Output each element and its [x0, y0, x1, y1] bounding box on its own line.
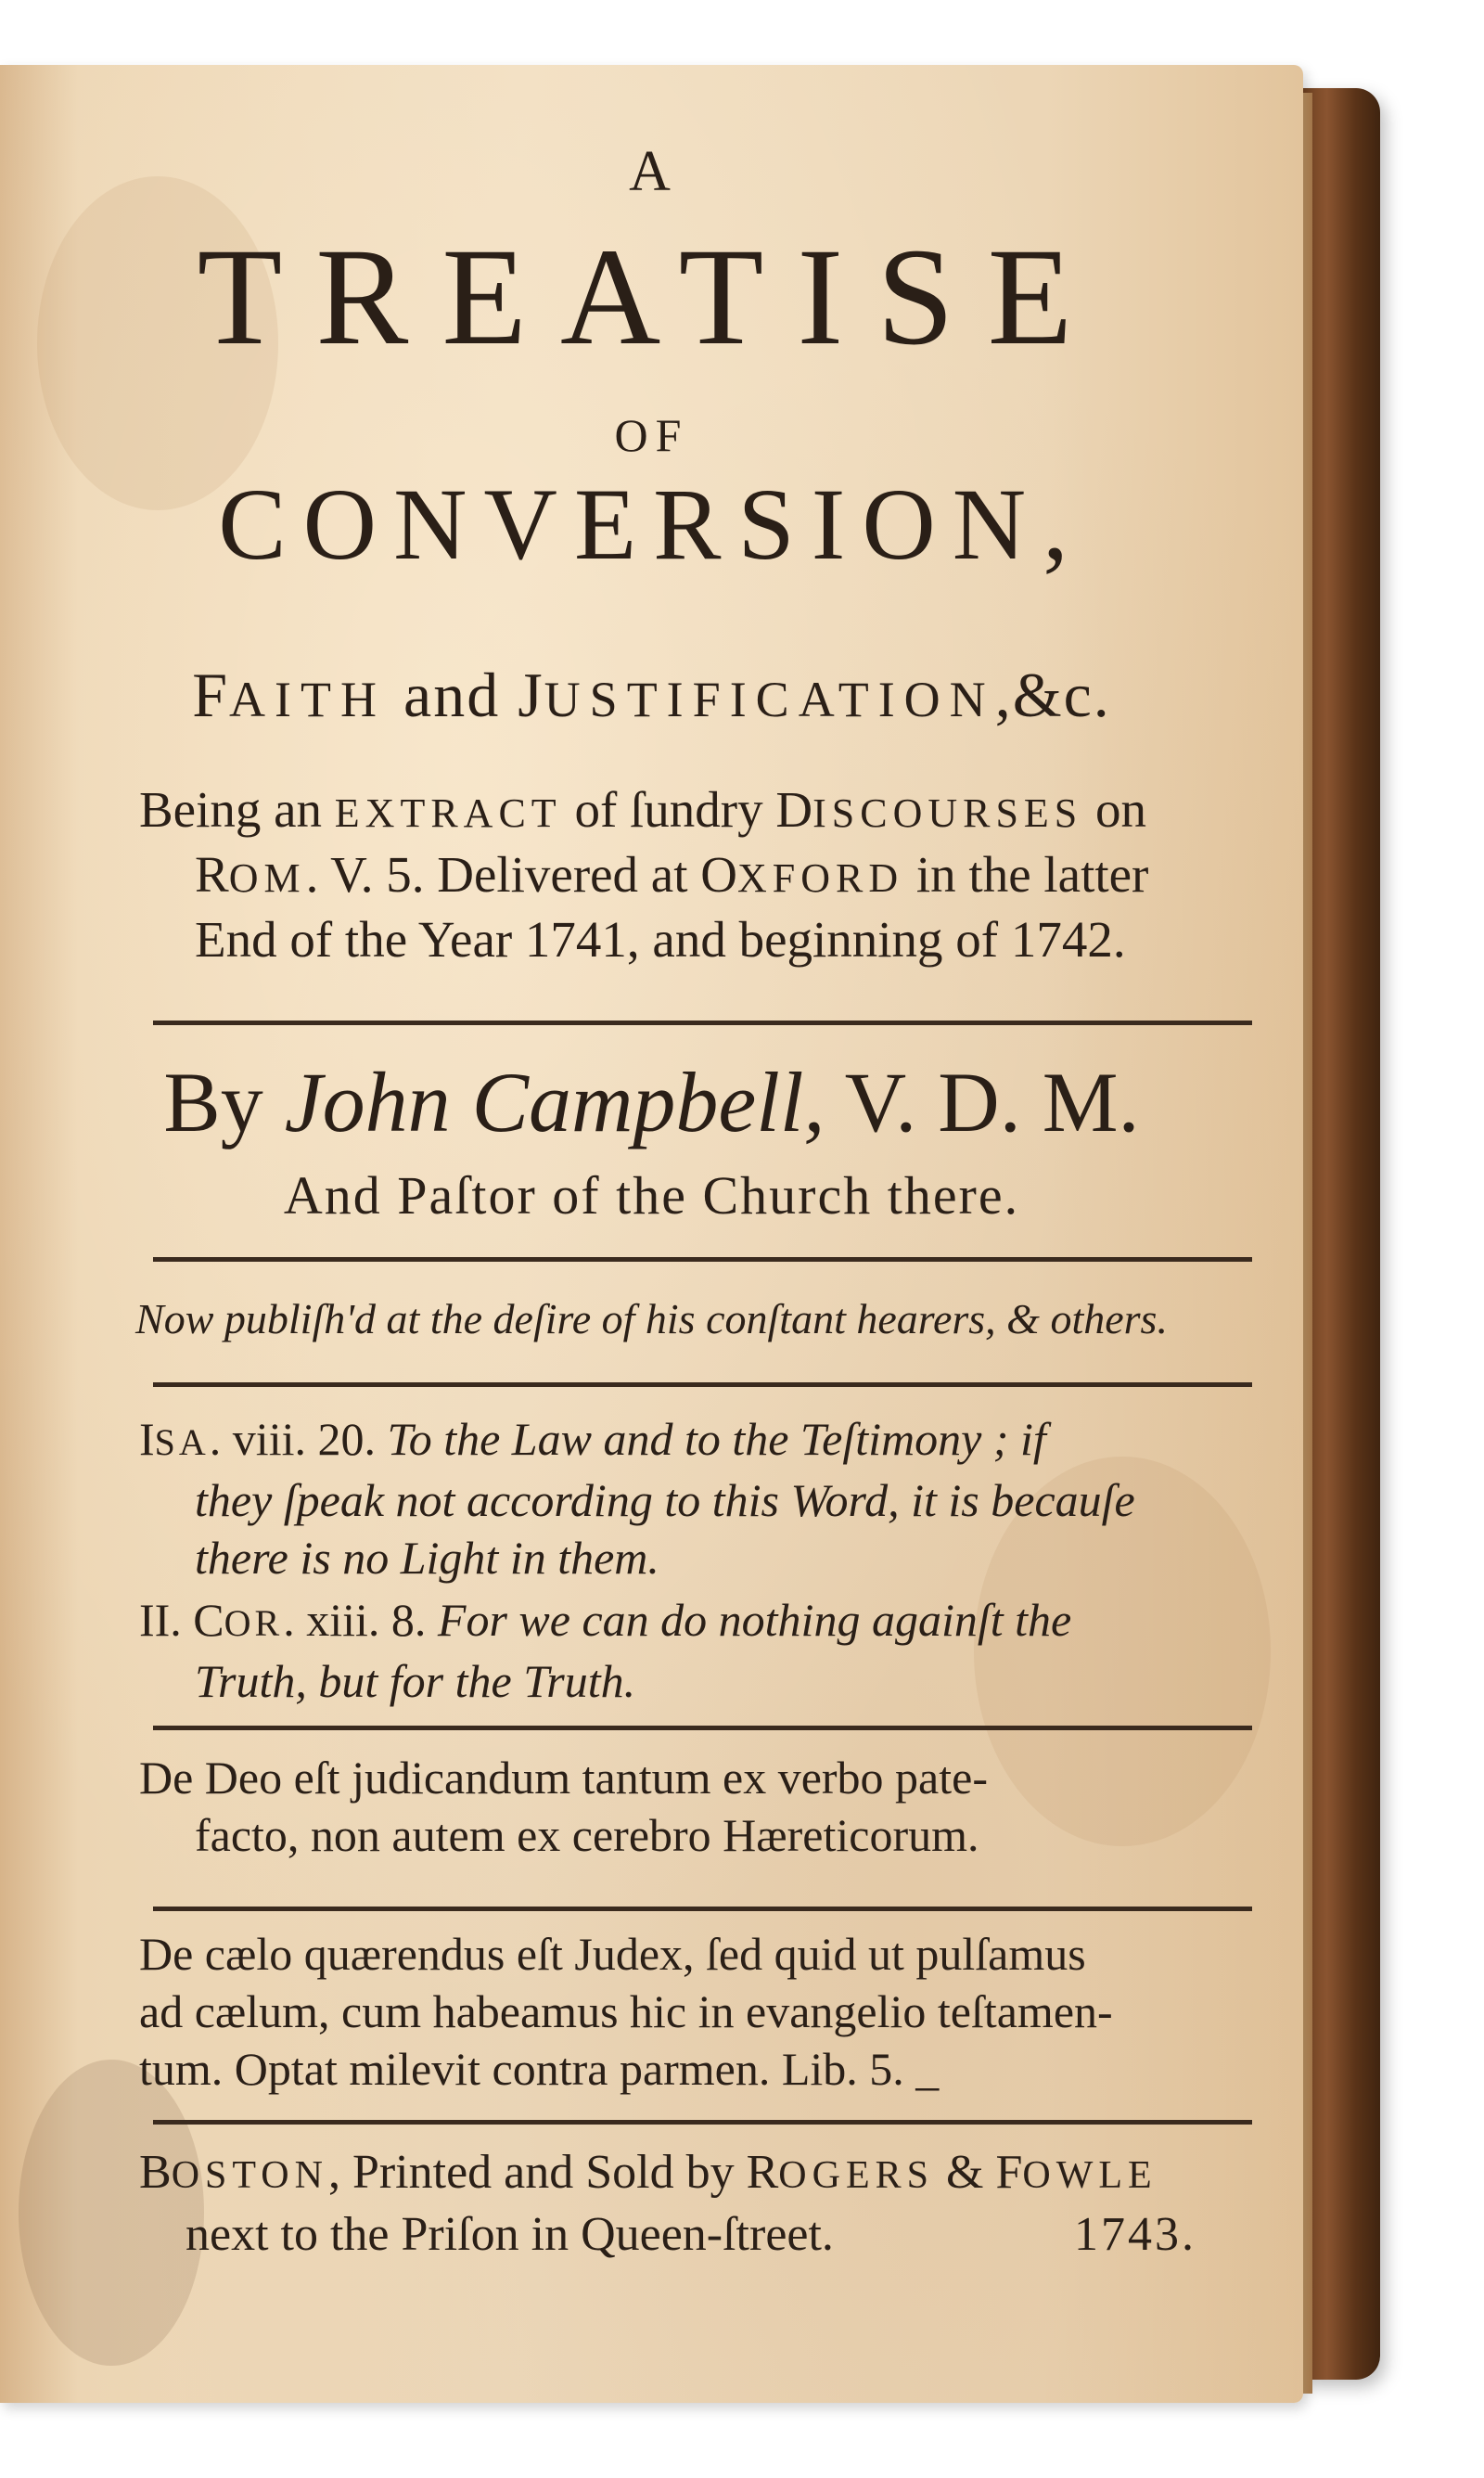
- imprint-year: 1743.: [1074, 2208, 1196, 2261]
- subtitle-part: USTIFICATION: [544, 672, 995, 727]
- horizontal-rule: [153, 1382, 1252, 1387]
- text-run: on: [1082, 781, 1147, 838]
- title-article: A: [629, 140, 674, 203]
- verse-reference: [139, 1413, 387, 1465]
- text-run: Being an: [139, 781, 335, 838]
- latin-line: facto, non autem ex cerebro Hæreticorum.: [195, 1809, 979, 1861]
- imprint: [139, 2143, 1252, 2265]
- text-run: XFORD: [737, 855, 904, 901]
- latin-line: De cælo quærendus eſt Judex, ſed quid ut pulſamus: [139, 1928, 1086, 1980]
- subtitle-part: F: [192, 660, 230, 730]
- text-run: II. C: [139, 1594, 224, 1646]
- imprint-address: next to the Priſon in Queen-ſtreet.: [186, 2208, 834, 2261]
- horizontal-rule: [153, 1907, 1252, 1911]
- author-degree: V. D. M.: [825, 1055, 1140, 1149]
- text-run: SA: [154, 1421, 210, 1463]
- verse-line: [139, 1410, 1252, 1471]
- text-run: &: [934, 2146, 996, 2199]
- description-paragraph: [139, 779, 1252, 970]
- title-conversion: CONVERSION,: [218, 468, 1085, 581]
- text-run: B: [139, 2146, 172, 2199]
- latin-quote-1: [139, 1749, 1252, 1864]
- latin-line: tum. Optat milevit contra parmen. Lib. 5. _: [139, 2043, 940, 2095]
- horizontal-rule: [153, 2120, 1252, 2125]
- author-title: And Paſtor of the Church there.: [283, 1165, 1020, 1226]
- text-run: I: [139, 1413, 155, 1465]
- publication-note: Now publiſh'd at the deſire of his conſtant hearers, & others.: [135, 1295, 1168, 1342]
- text-run: D: [775, 781, 813, 838]
- scripture-quote-corinthians: [139, 1591, 1252, 1710]
- subtitle-part: AITH: [229, 672, 387, 727]
- latin-line: ad cælum, cum habeamus hic in evangelio teſtamen-: [139, 1985, 1113, 2037]
- author-name: John Campbell,: [284, 1055, 825, 1149]
- title-page: [0, 65, 1303, 2403]
- verse-line: there is no Light in them.: [195, 1532, 659, 1584]
- description-line: End of the Year 1741, and beginning of 1742.: [195, 911, 1126, 968]
- scripture-quote-isaiah: [139, 1410, 1252, 1586]
- text-run: ISCOURSES: [812, 790, 1083, 836]
- text-run: , Printed and Sold by: [327, 2146, 747, 2199]
- subtitle-part: ,&c.: [994, 660, 1111, 730]
- text-run: in the latter: [903, 846, 1149, 903]
- horizontal-rule: [153, 1726, 1252, 1730]
- horizontal-rule: [153, 1257, 1252, 1262]
- text-run: OM: [228, 855, 306, 901]
- subtitle-part: J: [518, 660, 544, 730]
- text-run: R: [746, 2146, 779, 2199]
- text-run: F: [995, 2146, 1023, 2199]
- verse-text: To the Law and to the Teſtimony ; if: [387, 1413, 1046, 1465]
- author-line: [0, 1053, 1303, 1151]
- author-by: By: [163, 1055, 285, 1149]
- subtitle-part: and: [386, 660, 518, 730]
- subtitle-faith: [0, 659, 1303, 732]
- latin-line: De Deo eſt judicandum tantum ex verbo pate-: [139, 1752, 988, 1804]
- text-run: OR: [224, 1602, 284, 1644]
- text-run: R: [195, 846, 229, 903]
- imprint-line: [139, 2205, 1252, 2265]
- latin-quote-2: [139, 1925, 1252, 2098]
- description-line: [139, 779, 1252, 844]
- verse-text: For we can do nothing againſt the: [437, 1594, 1072, 1646]
- text-run: . viii. 20.: [209, 1413, 388, 1465]
- verse-line: [139, 1591, 1252, 1652]
- text-run: . V. 5. Delivered at: [305, 846, 701, 903]
- title-treatise: TREATISE: [197, 220, 1107, 374]
- text-run: . xiii. 8.: [283, 1594, 438, 1646]
- description-line: [139, 844, 1252, 909]
- text-run: O: [700, 846, 737, 903]
- verse-reference: [139, 1594, 438, 1646]
- verse-line: Truth, but for the Truth.: [195, 1655, 636, 1707]
- text-run: EXTRACT: [334, 790, 562, 836]
- imprint-line: [139, 2143, 1252, 2205]
- text-run: OWLE: [1022, 2154, 1158, 2197]
- text-run: OGERS: [778, 2154, 934, 2197]
- text-run: OSTON: [171, 2154, 328, 2197]
- horizontal-rule: [153, 1021, 1252, 1025]
- text-run: of ſundry: [561, 781, 776, 838]
- title-of: OF: [614, 409, 689, 461]
- verse-line: they ſpeak not according to this Word, it is becauſe: [195, 1474, 1135, 1526]
